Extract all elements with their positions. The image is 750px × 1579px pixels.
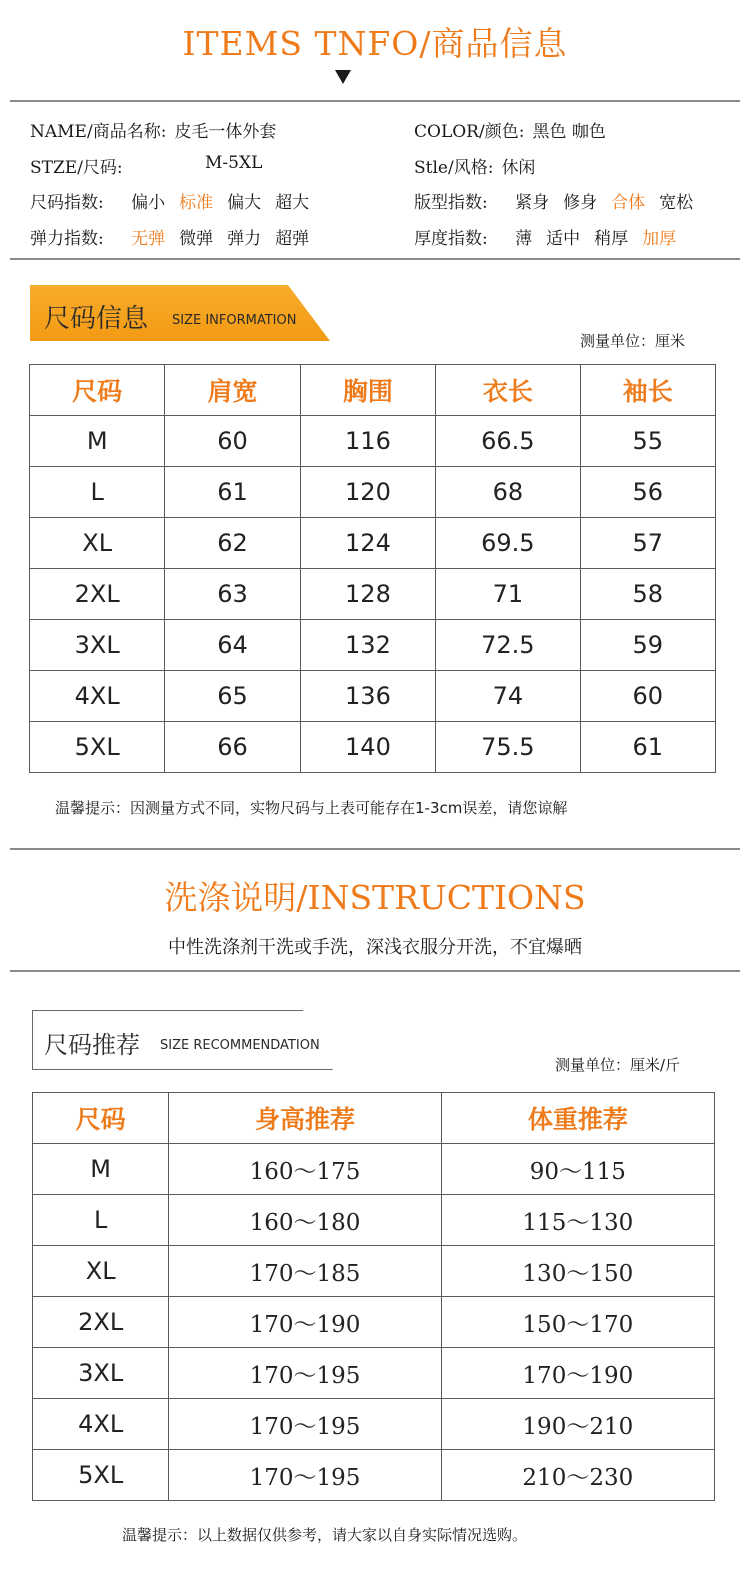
table-cell: 136 bbox=[300, 671, 435, 722]
table-cell: 68 bbox=[436, 467, 580, 518]
table-cell: 74 bbox=[436, 671, 580, 722]
table-cell: 57 bbox=[580, 518, 715, 569]
table-cell: 56 bbox=[580, 467, 715, 518]
table-cell: 71 bbox=[436, 569, 580, 620]
fit-index-options bbox=[501, 193, 701, 213]
table-cell: 5XL bbox=[30, 722, 165, 773]
table-cell: 170～195 bbox=[169, 1348, 441, 1399]
fit-index-option: 合体 bbox=[611, 193, 646, 213]
table-cell: XL bbox=[33, 1246, 169, 1297]
wash-text: 中性洗涤剂干洗或手洗，深浅衣服分开洗，不宜爆晒 bbox=[168, 937, 582, 958]
stretch-index-option: 微弹 bbox=[179, 229, 214, 249]
table-cell: 2XL bbox=[33, 1297, 169, 1348]
info-name bbox=[30, 117, 284, 142]
table-cell: 130～150 bbox=[441, 1246, 714, 1297]
table-cell: L bbox=[30, 467, 165, 518]
size-info-note: 温馨提示：因测量方式不同，实物尺码与上表可能存在1-3cm误差，请您谅解 bbox=[55, 799, 568, 817]
table-cell: 66.5 bbox=[436, 416, 580, 467]
thickness-index-label: 厚度指数: bbox=[414, 229, 488, 249]
info-style bbox=[414, 153, 543, 178]
table-cell: 58 bbox=[580, 569, 715, 620]
size-info-banner-subtitle: SIZE INFORMATION bbox=[172, 313, 297, 328]
divider bbox=[10, 258, 740, 260]
info-color bbox=[414, 117, 614, 142]
table-cell: 128 bbox=[300, 569, 435, 620]
table-cell: 170～195 bbox=[169, 1399, 441, 1450]
stretch-index-option: 弹力 bbox=[227, 229, 262, 249]
column-header: 袖长 bbox=[580, 365, 715, 416]
table-cell: 132 bbox=[300, 620, 435, 671]
stretch-index-option: 超弹 bbox=[275, 229, 310, 249]
table-cell: 2XL bbox=[30, 569, 165, 620]
table-cell: 124 bbox=[300, 518, 435, 569]
size-index-options bbox=[117, 193, 317, 213]
divider bbox=[10, 100, 740, 102]
table-row bbox=[30, 416, 716, 467]
stretch-index-options bbox=[117, 229, 317, 249]
table-cell: 61 bbox=[580, 722, 715, 773]
fit-index-option: 修身 bbox=[563, 193, 598, 213]
table-cell: 115～130 bbox=[441, 1195, 714, 1246]
column-header: 身高推荐 bbox=[169, 1093, 441, 1144]
stretch-index-label: 弹力指数: bbox=[30, 229, 104, 249]
table-row bbox=[30, 671, 716, 722]
color-value: 黑色 咖色 bbox=[532, 122, 606, 142]
table-row bbox=[33, 1195, 715, 1246]
info-size-index bbox=[30, 188, 325, 213]
size-recommend-note: 温馨提示：以上数据仅供参考，请大家以自身实际情况选购。 bbox=[122, 1526, 528, 1544]
table-cell: 120 bbox=[300, 467, 435, 518]
info-thickness-index bbox=[414, 224, 692, 249]
table-header-row bbox=[33, 1093, 715, 1144]
column-header: 尺码 bbox=[30, 365, 165, 416]
table-row bbox=[30, 467, 716, 518]
table-cell: XL bbox=[30, 518, 165, 569]
column-header: 衣长 bbox=[436, 365, 580, 416]
table-row bbox=[30, 620, 716, 671]
size-recommend-unit: 测量单位：厘米/斤 bbox=[555, 1056, 681, 1074]
table-cell: 55 bbox=[580, 416, 715, 467]
name-value: 皮毛一体外套 bbox=[174, 122, 277, 142]
size-info-table bbox=[29, 364, 716, 773]
table-cell: 116 bbox=[300, 416, 435, 467]
size-index-option: 标准 bbox=[179, 193, 214, 213]
table-cell: M bbox=[30, 416, 165, 467]
thickness-index-options bbox=[501, 229, 684, 249]
column-header: 胸围 bbox=[300, 365, 435, 416]
size-recommend-banner-title: 尺码推荐 bbox=[44, 1031, 140, 1059]
thickness-index-option: 稍厚 bbox=[594, 229, 629, 249]
table-cell: 170～190 bbox=[441, 1348, 714, 1399]
table-cell: 66 bbox=[165, 722, 300, 773]
info-size bbox=[30, 153, 131, 178]
divider bbox=[10, 970, 740, 972]
table-cell: 3XL bbox=[33, 1348, 169, 1399]
size-info-banner-title: 尺码信息 bbox=[44, 304, 149, 334]
thickness-index-option: 薄 bbox=[515, 229, 533, 249]
table-cell: 3XL bbox=[30, 620, 165, 671]
thickness-index-option: 适中 bbox=[546, 229, 581, 249]
table-cell: 150～170 bbox=[441, 1297, 714, 1348]
size-index-option: 偏大 bbox=[227, 193, 262, 213]
table-row bbox=[33, 1399, 715, 1450]
column-header: 尺码 bbox=[33, 1093, 169, 1144]
size-value: M-5XL bbox=[205, 153, 263, 173]
table-cell: 190～210 bbox=[441, 1399, 714, 1450]
size-index-option: 偏小 bbox=[131, 193, 166, 213]
table-row bbox=[30, 722, 716, 773]
info-stretch-index bbox=[30, 224, 325, 249]
fit-index-option: 紧身 bbox=[515, 193, 550, 213]
color-label: COLOR/颜色: bbox=[414, 122, 525, 142]
table-cell: 61 bbox=[165, 467, 300, 518]
name-label: NAME/商品名称: bbox=[30, 122, 167, 142]
table-cell: 4XL bbox=[30, 671, 165, 722]
size-recommend-table bbox=[32, 1092, 715, 1501]
table-cell: 160～180 bbox=[169, 1195, 441, 1246]
arrow-down-icon bbox=[335, 70, 351, 84]
table-cell: 59 bbox=[580, 620, 715, 671]
table-cell: 69.5 bbox=[436, 518, 580, 569]
table-cell: 65 bbox=[165, 671, 300, 722]
table-cell: 62 bbox=[165, 518, 300, 569]
info-fit-index bbox=[414, 188, 709, 213]
table-row bbox=[30, 518, 716, 569]
table-row bbox=[30, 569, 716, 620]
table-cell: L bbox=[33, 1195, 169, 1246]
size-info-unit: 测量单位：厘米 bbox=[580, 332, 686, 350]
table-row bbox=[33, 1450, 715, 1501]
table-cell: M bbox=[33, 1144, 169, 1195]
table-cell: 170～190 bbox=[169, 1297, 441, 1348]
page-title: ITEMS TNFO/商品信息 bbox=[182, 24, 568, 63]
fit-index-label: 版型指数: bbox=[414, 193, 488, 213]
size-index-option: 超大 bbox=[275, 193, 310, 213]
table-row bbox=[33, 1348, 715, 1399]
table-cell: 210～230 bbox=[441, 1450, 714, 1501]
table-row bbox=[33, 1144, 715, 1195]
table-row bbox=[33, 1297, 715, 1348]
table-row bbox=[33, 1246, 715, 1297]
table-cell: 5XL bbox=[33, 1450, 169, 1501]
size-label: STZE/尺码: bbox=[30, 158, 123, 178]
style-value: 休闲 bbox=[501, 158, 536, 178]
table-cell: 60 bbox=[165, 416, 300, 467]
stretch-index-option: 无弹 bbox=[131, 229, 166, 249]
table-cell: 170～185 bbox=[169, 1246, 441, 1297]
table-cell: 90～115 bbox=[441, 1144, 714, 1195]
size-index-label: 尺码指数: bbox=[30, 193, 104, 213]
table-cell: 72.5 bbox=[436, 620, 580, 671]
table-cell: 170～195 bbox=[169, 1450, 441, 1501]
table-cell: 63 bbox=[165, 569, 300, 620]
fit-index-option: 宽松 bbox=[659, 193, 694, 213]
divider bbox=[10, 848, 740, 850]
thickness-index-option: 加厚 bbox=[642, 229, 677, 249]
table-cell: 75.5 bbox=[436, 722, 580, 773]
style-label: Stle/风格: bbox=[414, 158, 494, 178]
table-cell: 160～175 bbox=[169, 1144, 441, 1195]
size-recommend-banner-subtitle: SIZE RECOMMENDATION bbox=[160, 1038, 320, 1053]
table-cell: 4XL bbox=[33, 1399, 169, 1450]
table-cell: 140 bbox=[300, 722, 435, 773]
table-cell: 64 bbox=[165, 620, 300, 671]
wash-title: 洗涤说明/INSTRUCTIONS bbox=[164, 878, 586, 917]
table-header-row bbox=[30, 365, 716, 416]
column-header: 体重推荐 bbox=[441, 1093, 714, 1144]
column-header: 肩宽 bbox=[165, 365, 300, 416]
table-cell: 60 bbox=[580, 671, 715, 722]
